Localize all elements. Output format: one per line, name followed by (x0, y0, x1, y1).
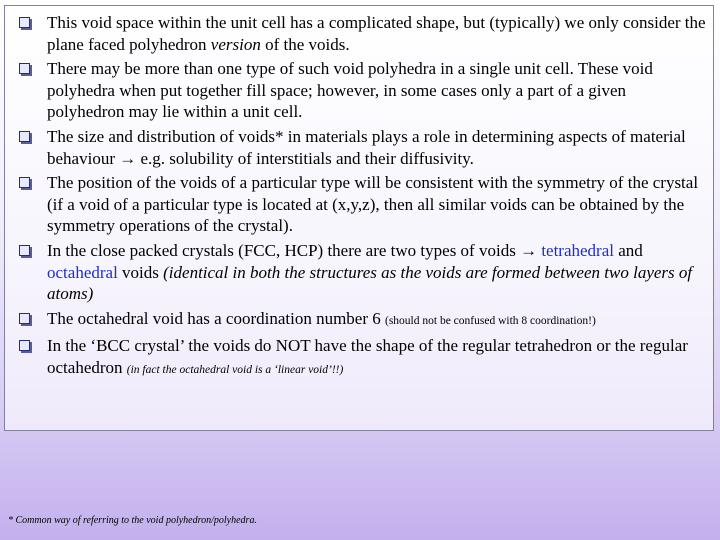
bullet-text-italic: (identical in both the structures as the voids are formed between two layers of atoms) (47, 262, 693, 304)
bullet-text: The size and distribution of voids* in materials plays a role in determining aspects of material behaviour (47, 126, 686, 168)
term-tetrahedral: tetrahedral (541, 240, 614, 260)
bullet-text: e.g. solubility of interstitials and their diffusivity. (136, 148, 474, 168)
checkbox-bullet-icon (19, 245, 30, 256)
bullet-text: of the voids. (260, 34, 350, 54)
bullet-note: (in fact the octahedral void is a ‘linear void’!!) (126, 363, 344, 376)
arrow-icon: → (119, 148, 137, 168)
term-octahedral: octahedral (47, 262, 118, 282)
bullet-note: (should not be confused with 8 coordination!) (385, 314, 596, 327)
checkbox-bullet-icon (19, 340, 30, 351)
bullet-text: The octahedral void has a coordination number 6 (47, 308, 385, 328)
bullet-text-italic: version (210, 34, 261, 54)
checkbox-bullet-icon (19, 313, 30, 324)
bullet-text: The position of the voids of a particular type will be consistent with the symmetry of the crystal (if a void of a particular type is located at (x,y,z), then all similar voids can be obtained by the symmetry operations of the crystal). (47, 173, 699, 236)
bullet-text: voids (117, 262, 164, 282)
bullet-octahedral-cn (15, 308, 707, 333)
content-box (4, 5, 714, 431)
bullet-close-packed (15, 240, 707, 305)
bullet-void-shape (15, 12, 707, 55)
bullet-text: This void space within the unit cell has a complicated shape, but (typically) we only consider the plane faced polyhedron (47, 13, 706, 54)
bullet-text: In the ‘BCC crystal’ the voids do NOT have the shape of the regular tetrahedron or the regular octahedron (47, 336, 688, 377)
bullet-list (5, 6, 713, 382)
footnote: * Common way of referring to the void polyhedron/polyhedra. (8, 515, 257, 526)
checkbox-bullet-icon (19, 17, 30, 28)
checkbox-bullet-icon (19, 63, 30, 74)
bullet-bcc (15, 335, 707, 381)
bullet-void-size (15, 126, 707, 169)
bullet-text: and (614, 240, 643, 260)
bullet-void-symmetry (15, 172, 707, 237)
bullet-text: In the close packed crystals (FCC, HCP) there are two types of voids (47, 240, 521, 260)
arrow-icon: → (520, 240, 538, 260)
checkbox-bullet-icon (19, 177, 30, 188)
bullet-void-types (15, 58, 707, 123)
bullet-text: There may be more than one type of such void polyhedra in a single unit cell. These void polyhedra when put together fill space; however, in some cases only a part of a given polyhedron may lie within a unit cell. (47, 59, 653, 122)
checkbox-bullet-icon (19, 131, 30, 142)
